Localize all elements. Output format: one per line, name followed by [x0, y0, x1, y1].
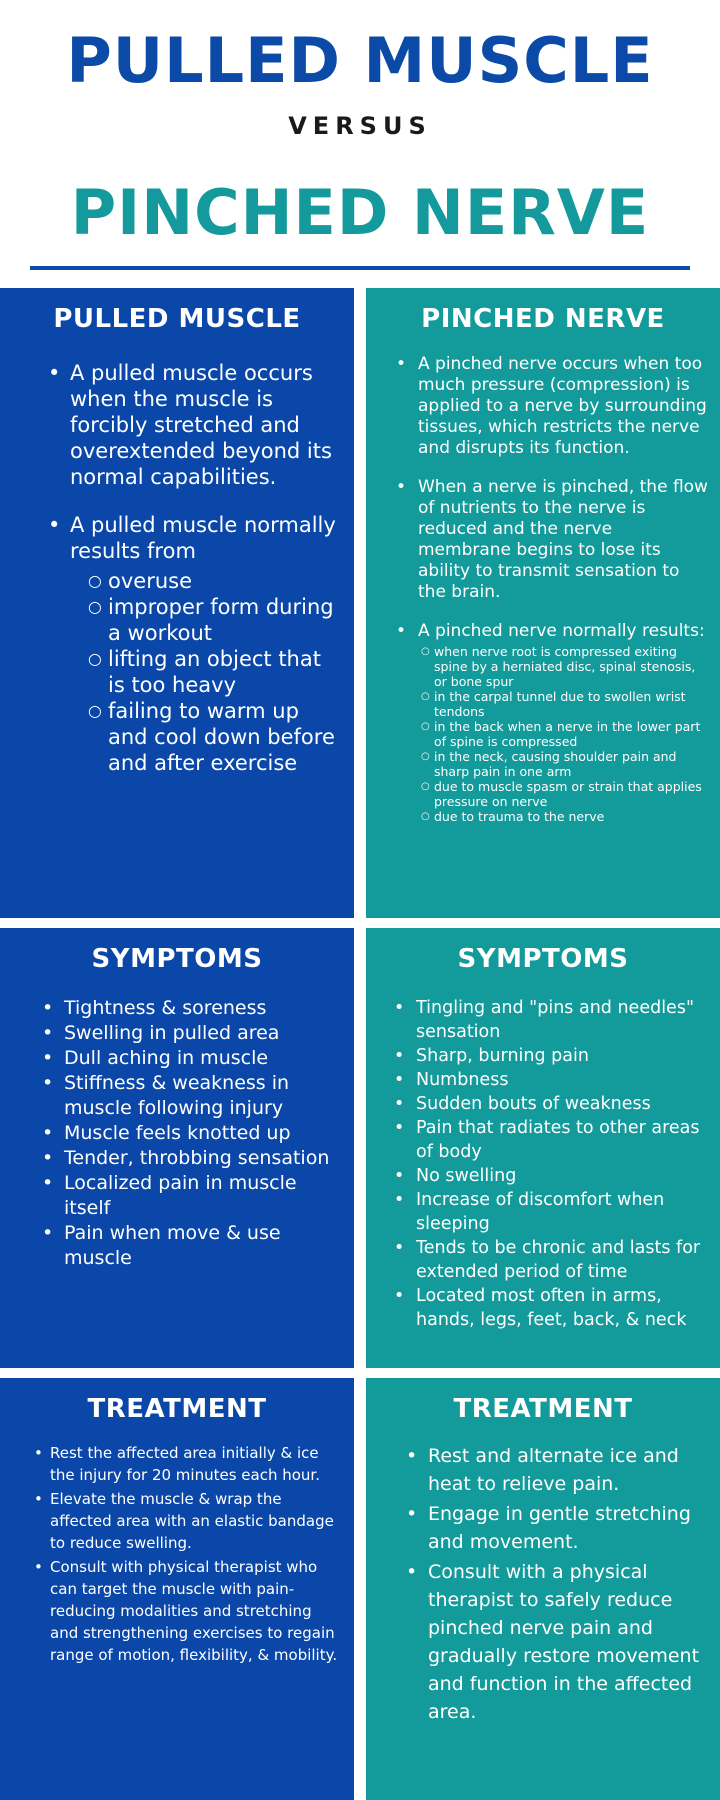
list-item-text: A pulled muscle normally results from [70, 513, 336, 563]
title-pinched-nerve: PINCHED NERVE [70, 176, 650, 249]
sub-list-item: ○ failing to warm up and cool down before and after exercise [108, 698, 342, 776]
list-item: • Muscle feels knotted up [64, 1121, 344, 1146]
list-item: • Numbness [416, 1068, 708, 1092]
list-item: • Tends to be chronic and lasts for extended period of time [416, 1236, 708, 1284]
versus-label: VERSUS [288, 112, 432, 140]
symptoms-nerve-list [416, 996, 708, 1332]
symptoms-muscle-panel [0, 928, 354, 1368]
list-item: • Localized pain in muscle itself [64, 1171, 344, 1221]
list-item: • Swelling in pulled area [64, 1021, 344, 1046]
sub-list-item: ○ in the neck, causing shoulder pain and sharp pain in one arm [434, 749, 708, 779]
list-item: • Sharp, burning pain [416, 1044, 708, 1068]
page-header [0, 0, 720, 280]
list-item: • Dull aching in muscle [64, 1046, 344, 1071]
symptoms-muscle-list [64, 996, 344, 1271]
pinched-nerve-causes [418, 644, 708, 824]
sub-list-item: ○ in the back when a nerve in the lower part of spine is compressed [434, 719, 708, 749]
list-item: • When a nerve is pinched, the flow of nutrients to the nerve is reduced and the nerve membrane begins to lose its ability to transmit sensation to the brain. [418, 477, 708, 603]
list-item: • Engage in gentle stretching and movement. [428, 1500, 712, 1556]
list-item: • Tightness & soreness [64, 996, 344, 1021]
list-item: • Increase of discomfort when sleeping [416, 1188, 708, 1236]
list-item: • A pinched nerve occurs when too much pressure (compression) is applied to a nerve by surrounding tissues, which restricts the nerve and disrupts its function. [418, 354, 708, 459]
sub-list-item: ○ due to trauma to the nerve [434, 809, 708, 824]
pulled-muscle-heading: PULLED MUSCLE [53, 304, 301, 334]
symptoms-muscle-heading: SYMPTOMS [91, 944, 263, 974]
list-item-text: A pinched nerve normally results: [418, 621, 705, 641]
treatment-muscle-list [50, 1442, 342, 1668]
list-item: • Sudden bouts of weakness [416, 1092, 708, 1116]
symptoms-nerve-heading: SYMPTOMS [457, 944, 629, 974]
sub-list-item: ○ due to muscle spasm or strain that applies pressure on nerve [434, 779, 708, 809]
list-item: • Rest the affected area initially & ice the injury for 20 minutes each hour. [50, 1442, 342, 1486]
list-item: • Rest and alternate ice and heat to relieve pain. [428, 1442, 712, 1498]
sub-list-item: ○ improper form during a workout [108, 594, 342, 646]
list-item: • Located most often in arms, hands, legs, feet, back, & neck [416, 1284, 708, 1332]
treatment-muscle-panel [0, 1378, 354, 1800]
pulled-muscle-list [70, 360, 342, 798]
sub-list-item: ○ overuse [108, 568, 342, 594]
list-item: • Stiffness & weakness in muscle following injury [64, 1071, 344, 1121]
list-item [70, 512, 342, 776]
sub-list-item: ○ in the carpal tunnel due to swollen wrist tendons [434, 689, 708, 719]
list-item: • A pulled muscle occurs when the muscle is forcibly stretched and overextended beyond its normal capabilities. [70, 360, 342, 490]
list-item: • Pain that radiates to other areas of body [416, 1116, 708, 1164]
list-item: • Consult with physical therapist who can target the muscle with pain-reducing modalities and stretching and strengthening exercises to regain range of motion, flexibility, & mobility. [50, 1556, 342, 1666]
title-pulled-muscle: PULLED MUSCLE [66, 24, 654, 97]
treatment-muscle-heading: TREATMENT [87, 1394, 267, 1424]
list-item: • Tender, throbbing sensation [64, 1146, 344, 1171]
treatment-nerve-list [428, 1442, 712, 1728]
pinched-nerve-heading: PINCHED NERVE [421, 304, 665, 334]
treatment-nerve-heading: TREATMENT [453, 1394, 633, 1424]
list-item: • Pain when move & use muscle [64, 1221, 344, 1271]
pinched-nerve-list [418, 354, 708, 842]
pulled-muscle-causes [70, 568, 342, 776]
list-item: • Consult with a physical therapist to safely reduce pinched nerve pain and gradually restore movement and function in the affected area. [428, 1558, 712, 1726]
sub-list-item: ○ lifting an object that is too heavy [108, 646, 342, 698]
pulled-muscle-panel [0, 288, 354, 918]
list-item: • Elevate the muscle & wrap the affected area with an elastic bandage to reduce swelling. [50, 1488, 342, 1554]
list-item [418, 621, 708, 824]
list-item: • Tingling and "pins and needles" sensation [416, 996, 708, 1044]
sub-list-item: ○ when nerve root is compressed exiting spine by a herniated disc, spinal stenosis, or bone spur [434, 644, 708, 689]
list-item: • No swelling [416, 1164, 708, 1188]
header-divider [30, 266, 690, 270]
